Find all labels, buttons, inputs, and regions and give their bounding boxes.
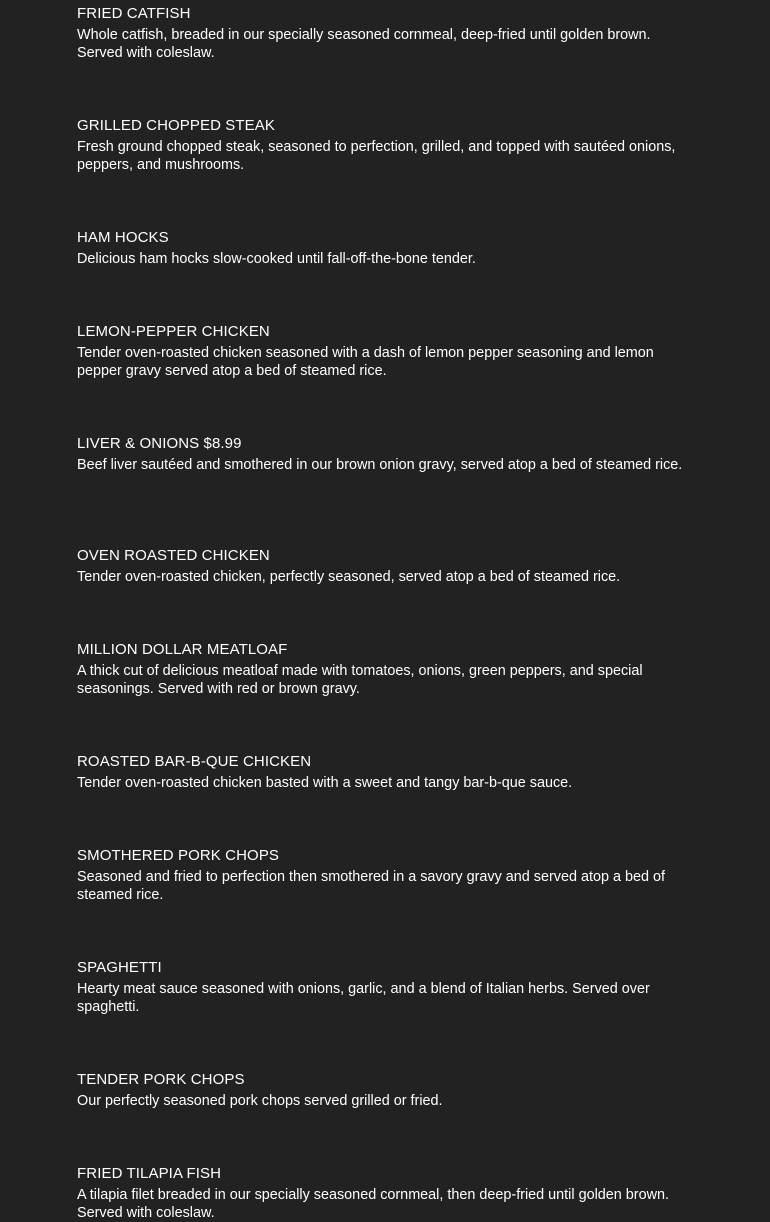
menu-item-million-dollar-meatloaf [77, 641, 697, 698]
menu-item-description: Tender oven-roasted chicken, perfectly seasoned, served atop a bed of steamed rice. [77, 569, 621, 585]
menu-item-description: Tender oven-roasted chicken seasoned with a dash of lemon pepper seasoning and lemon pepper gravy served atop a bed of steamed rice. [77, 345, 654, 379]
menu-item-description: Delicious ham hocks slow-cooked until fall-off-the-bone tender. [77, 251, 476, 267]
menu-item-ham-hocks [77, 229, 697, 268]
menu-item-smothered-pork-chops [77, 847, 697, 904]
menu-item-description: Our perfectly seasoned pork chops served grilled or fried. [77, 1093, 443, 1109]
menu-item-description: A tilapia filet breaded in our specially seasoned cornmeal, then deep-fried until golden brown. Served with coleslaw. [77, 1187, 669, 1221]
menu-item-name: FRIED TILAPIA FISH [77, 1165, 222, 1182]
menu-item-description: A thick cut of delicious meatloaf made with tomatoes, onions, green peppers, and special seasonings. Served with red or brown gravy. [77, 663, 643, 697]
menu-item-spaghetti [77, 959, 697, 1016]
menu-item-tender-pork-chops [77, 1071, 697, 1110]
menu-item-name: SMOTHERED PORK CHOPS [77, 847, 280, 864]
menu-item-name: LIVER & ONIONS $8.99 [77, 435, 242, 452]
menu-item-description: Hearty meat sauce seasoned with onions, garlic, and a blend of Italian herbs. Served over spaghetti. [77, 981, 650, 1015]
menu-item-description: Whole catfish, breaded in our specially seasoned cornmeal, deep-fried until golden brown. Served with coleslaw. [77, 27, 651, 61]
menu-item-liver-onions [77, 435, 697, 474]
menu-item-grilled-chopped-steak [77, 117, 697, 174]
menu-item-description: Tender oven-roasted chicken basted with a sweet and tangy bar-b-que sauce. [77, 775, 573, 791]
menu-item-name: OVEN ROASTED CHICKEN [77, 547, 270, 564]
menu-item-lemon-pepper-chicken [77, 323, 697, 380]
menu-item-name: HAM HOCKS [77, 229, 169, 246]
menu-item-fried-tilapia-fish [77, 1165, 697, 1222]
menu-item-name: LEMON-PEPPER CHICKEN [77, 323, 270, 340]
menu-item-name: SPAGHETTI [77, 959, 162, 976]
menu-item-description: Seasoned and fried to perfection then smothered in a savory gravy and served atop a bed of steamed rice. [77, 869, 665, 903]
menu-item-oven-roasted-chicken [77, 547, 697, 586]
menu-item-name: FRIED CATFISH [77, 5, 191, 22]
menu-item-description: Fresh ground chopped steak, seasoned to perfection, grilled, and topped with sautéed onions, peppers, and mushrooms. [77, 139, 676, 173]
menu-item-name: MILLION DOLLAR MEATLOAF [77, 641, 288, 658]
menu-item-name: GRILLED CHOPPED STEAK [77, 117, 275, 134]
menu-item-name: ROASTED BAR-B-QUE CHICKEN [77, 753, 312, 770]
menu-item-roasted-bar-b-que-chicken [77, 753, 697, 792]
menu-item-description: Beef liver sautéed and smothered in our brown onion gravy, served atop a bed of steamed rice. [77, 457, 683, 473]
menu-item-fried-catfish [77, 5, 697, 62]
menu-item-name: TENDER PORK CHOPS [77, 1071, 245, 1088]
